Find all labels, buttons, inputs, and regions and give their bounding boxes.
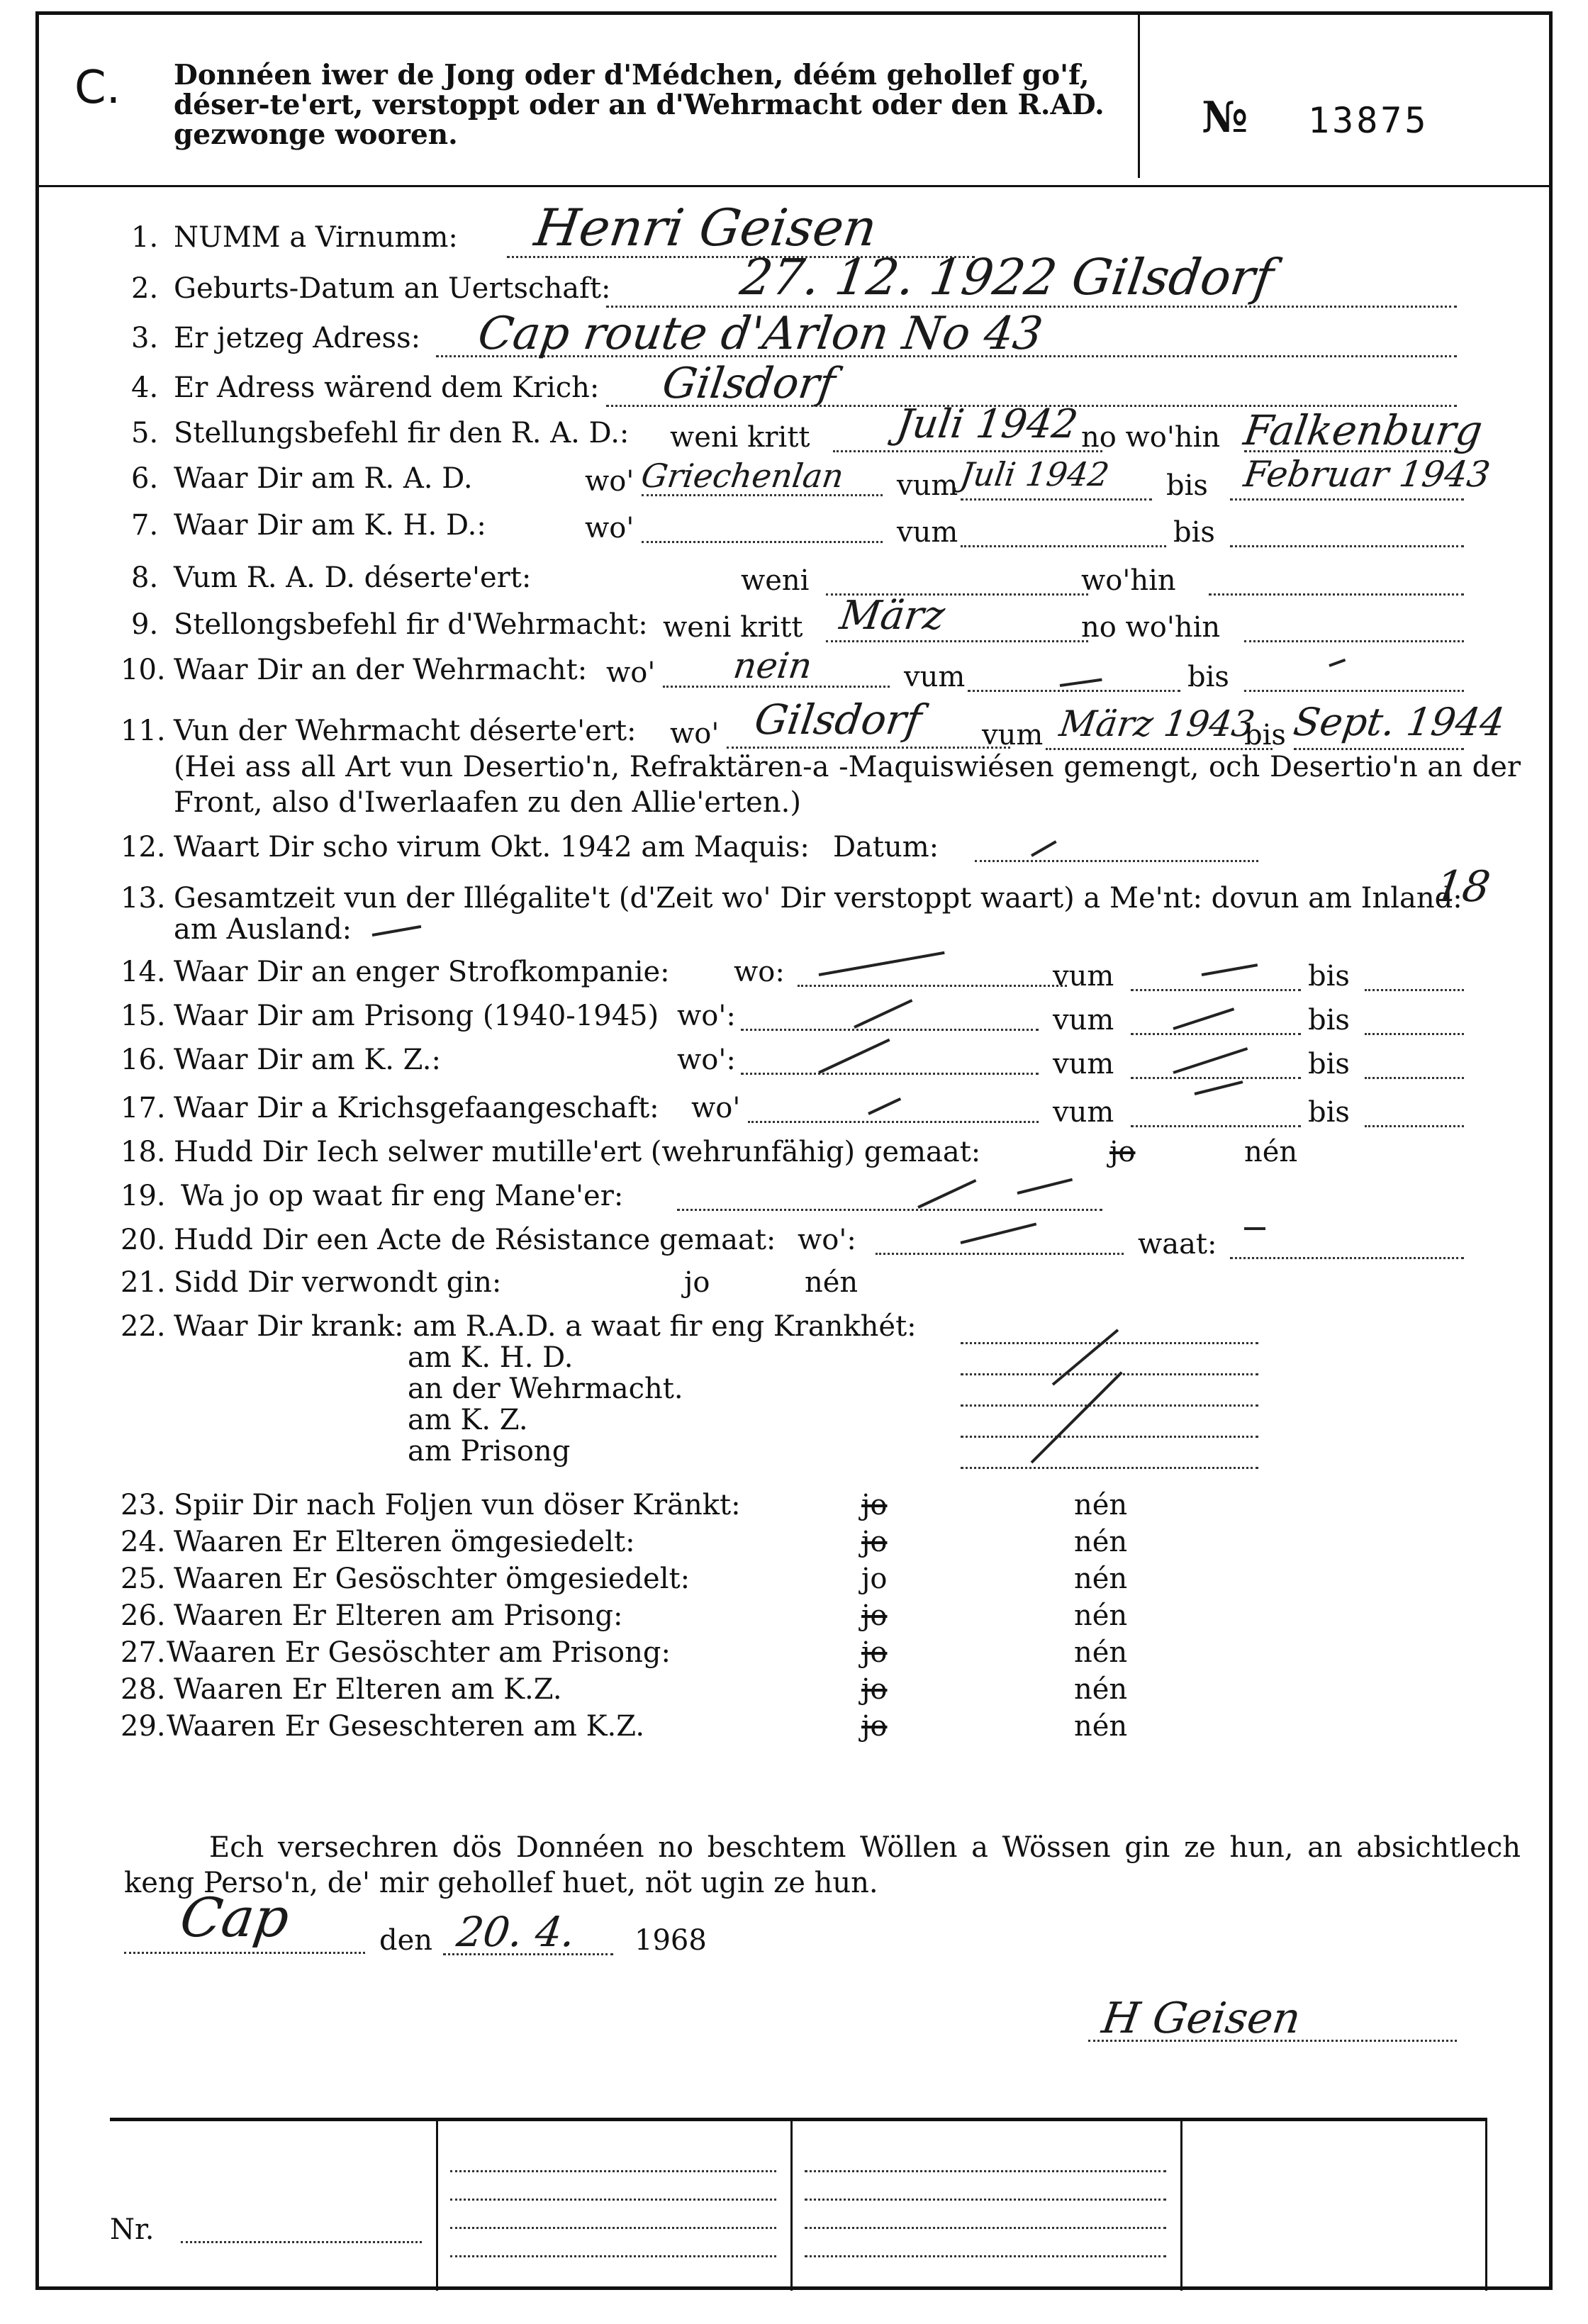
q16-wo-label: wo':: [677, 1044, 736, 1076]
q6-wo-value[interactable]: Griechenlan: [639, 457, 846, 495]
q26-nen[interactable]: nén: [1074, 1599, 1128, 1632]
q16-vum-label: vum: [1053, 1048, 1114, 1080]
q29-label: Waaren Er Geseschteren am K.Z.: [167, 1710, 645, 1743]
q14-wo-label: wo:: [734, 956, 785, 988]
q11-bis-label: bis: [1244, 719, 1286, 752]
q28-label: Waaren Er Elteren am K.Z.: [174, 1673, 562, 1706]
q10-bis-label: bis: [1187, 661, 1229, 693]
form-page: [35, 11, 1553, 2290]
q6-vum-line: [961, 498, 1152, 501]
q13-num: 13.: [121, 882, 166, 915]
q21-num: 21.: [121, 1266, 166, 1299]
q11-wo-label: wo': [670, 717, 720, 750]
q22-line-4: [961, 1467, 1258, 1469]
q19-label: Wa jo op waat fir eng Mane'er:: [181, 1180, 624, 1212]
q15-wo-label: wo':: [677, 1000, 736, 1032]
section-letter: C.: [74, 62, 121, 114]
q29-num: 29.: [121, 1710, 166, 1743]
q21-label: Sidd Dir verwondt gin:: [174, 1266, 502, 1299]
q11-wo-line: [727, 747, 1010, 749]
q24-label: Waaren Er Elteren ömgesiedelt:: [174, 1526, 635, 1558]
q15-bis-label: bis: [1308, 1004, 1350, 1037]
q19-dash-1: [917, 1179, 976, 1209]
footer-col-2: [790, 2118, 793, 2291]
q14-vum-dash: [1202, 963, 1258, 976]
q7-label: Waar Dir am K. H. D.:: [174, 509, 486, 542]
q25-num: 25.: [121, 1563, 166, 1595]
q9-label: Stellongsbefehl fir d'Wehrmacht:: [174, 608, 648, 641]
q5-label: Stellungsbefehl fir den R. A. D.:: [174, 417, 630, 449]
nr-label: Nr.: [110, 2213, 155, 2246]
q15-vum-label: vum: [1053, 1004, 1114, 1037]
q17-num: 17.: [121, 1092, 166, 1124]
q9-num: 9.: [131, 608, 159, 641]
q20-wo-dash: [961, 1222, 1037, 1244]
q17-vum-label: vum: [1053, 1096, 1114, 1129]
q16-wo-dash: [818, 1039, 890, 1074]
q14-num: 14.: [121, 956, 166, 988]
number-sign: №: [1202, 93, 1248, 143]
footer-line-7: [805, 2227, 1166, 2229]
q9-weni-label: weni kritt: [663, 611, 803, 644]
q8-wohin-label: wo'hin: [1081, 564, 1176, 597]
q23-nen[interactable]: nén: [1074, 1489, 1128, 1521]
q21-nen[interactable]: nén: [805, 1266, 859, 1299]
footer-line-1: [450, 2170, 776, 2172]
header-rule: [39, 185, 1549, 187]
q20-waat-dash: [1244, 1227, 1265, 1230]
q7-bis-label: bis: [1173, 516, 1215, 549]
q13-inland-value[interactable]: 18: [1432, 862, 1494, 912]
q7-wo-label: wo': [585, 512, 634, 544]
q28-num: 28.: [121, 1673, 166, 1706]
q27-num: 27.: [121, 1636, 166, 1669]
q28-nen[interactable]: nén: [1074, 1673, 1128, 1706]
q7-vum-line: [961, 545, 1166, 547]
q29-nen[interactable]: nén: [1074, 1710, 1128, 1743]
q4-label: Er Adress wärend dem Krich:: [174, 371, 600, 404]
q11-note: (Hei ass all Art vun Desertio'n, Refraktären-a -Maquiswiésen gemengt, och Desertio'n an der Front, also d'Iwerlaafen zu den Allie'erten.): [174, 751, 1521, 819]
nr-line: [181, 2241, 422, 2243]
q10-wo-value[interactable]: nein: [730, 645, 815, 686]
footer-col-3: [1180, 2118, 1182, 2291]
q1-value[interactable]: Henri Geisen: [531, 198, 881, 257]
q21-jo[interactable]: jo: [684, 1266, 710, 1299]
q17-wo-label: wo': [691, 1092, 741, 1124]
q3-value[interactable]: Cap route d'Arlon No 43: [474, 308, 1046, 360]
q15-vum-line: [1131, 1033, 1301, 1035]
q11-vum-label: vum: [982, 719, 1044, 752]
q5-weni-line: [833, 450, 1102, 452]
q8-num: 8.: [131, 562, 159, 594]
q6-bis-label: bis: [1166, 469, 1208, 502]
q27-nen[interactable]: nén: [1074, 1636, 1128, 1669]
q5-weni-value[interactable]: Juli 1942: [893, 401, 1081, 447]
q12-datum-line: [975, 860, 1258, 862]
q10-num: 10.: [121, 654, 166, 686]
q20-label: Hudd Dir een Acte de Résistance gemaat:: [174, 1224, 776, 1256]
q18-num: 18.: [121, 1136, 166, 1168]
footer-line-6: [805, 2199, 1166, 2201]
footer-col-4: [1485, 2118, 1487, 2291]
q6-wo-label: wo': [585, 465, 634, 498]
q7-wo-line: [642, 541, 883, 543]
q12-num: 12.: [121, 831, 166, 864]
q25-nen[interactable]: nén: [1074, 1563, 1128, 1595]
q15-label: Waar Dir am Prisong (1940-1945): [174, 1000, 659, 1032]
header-divider: [1138, 15, 1140, 178]
q14-wo-dash: [819, 951, 945, 976]
q24-num: 24.: [121, 1526, 166, 1558]
q22-line-0: [961, 1342, 1258, 1344]
q26-num: 26.: [121, 1599, 166, 1632]
q23-label: Spiir Dir nach Foljen vun döser Kränkt:: [174, 1489, 741, 1521]
q22-slash-1: [1052, 1329, 1119, 1385]
place-value[interactable]: Cap: [176, 1886, 293, 1949]
q15-wo-line: [741, 1029, 1039, 1031]
q6-label: Waar Dir am R. A. D.: [174, 462, 473, 495]
footer-line-8: [805, 2255, 1166, 2257]
den-label: den: [379, 1924, 433, 1957]
q17-bis-line: [1365, 1125, 1464, 1127]
q14-label: Waar Dir an enger Strofkompanie:: [174, 956, 670, 988]
q13-ausland-dash: [372, 925, 422, 937]
q15-vum-dash: [1173, 1007, 1234, 1030]
q28-jo[interactable]: jo: [861, 1673, 888, 1706]
q22-line-2: [961, 1404, 1258, 1407]
q6-bis-line: [1230, 498, 1464, 501]
q11-wo-value[interactable]: Gilsdorf: [751, 695, 925, 744]
q2-label: Geburts-Datum an Uertschaft:: [174, 272, 611, 305]
q12-datum-label: Datum:: [833, 831, 939, 864]
q1-label: NUMM a Virnumm:: [174, 221, 458, 254]
q14-bis-line: [1365, 989, 1464, 991]
q10-bis-dash: [1329, 659, 1346, 667]
q11-vum-value[interactable]: März 1943: [1056, 703, 1258, 744]
q20-waat-label: waat:: [1138, 1228, 1217, 1261]
footer-line-3: [450, 2227, 776, 2229]
q27-label: Waaren Er Gesöschter am Prisong:: [167, 1636, 671, 1669]
date-value[interactable]: 20. 4.: [454, 1908, 578, 1956]
q5-weni-label: weni kritt: [670, 421, 810, 454]
q17-vum-dash: [1195, 1080, 1243, 1095]
footer-line-4: [450, 2255, 776, 2257]
q9-weni-value[interactable]: März: [837, 593, 948, 639]
q16-bis-line: [1365, 1077, 1464, 1079]
q29-jo[interactable]: jo: [861, 1710, 888, 1743]
q2-value[interactable]: 27. 12. 1922 Gilsdorf: [737, 248, 1277, 306]
q22-label: Waar Dir krank: am R.A.D. a waat fir eng Krankhét:: [174, 1310, 917, 1343]
q17-vum-line: [1131, 1125, 1301, 1127]
q18-jo[interactable]: jo: [1109, 1136, 1136, 1168]
q13-ausland-label: am Ausland:: [174, 913, 352, 946]
q18-nen[interactable]: nén: [1244, 1136, 1298, 1168]
q20-wo-line: [876, 1253, 1124, 1255]
q24-jo[interactable]: jo: [861, 1526, 888, 1558]
q27-jo[interactable]: jo: [861, 1636, 888, 1669]
q11-label: Vun der Wehrmacht déserte'ert:: [174, 715, 637, 747]
footer-line-5: [805, 2170, 1166, 2172]
q16-bis-label: bis: [1308, 1048, 1350, 1080]
q11-bis-value[interactable]: Sept. 1944: [1290, 700, 1508, 744]
q23-num: 23.: [121, 1489, 166, 1521]
q10-bis-line: [1244, 690, 1464, 692]
q6-num: 6.: [131, 462, 159, 495]
place-line: [124, 1952, 365, 1954]
q7-bis-line: [1230, 545, 1464, 547]
q22-sub-wehrmacht: an der Wehrmacht.: [408, 1373, 683, 1405]
q7-num: 7.: [131, 509, 159, 542]
q6-bis-value[interactable]: Februar 1943: [1241, 454, 1493, 495]
q17-label: Waar Dir a Krichsgefaangeschaft:: [174, 1092, 659, 1124]
footer-line-2: [450, 2199, 776, 2201]
q3-label: Er jetzeg Adress:: [174, 322, 421, 354]
q3-num: 3.: [131, 322, 159, 354]
q17-wo-dash: [868, 1097, 901, 1115]
q15-wo-dash: [854, 999, 912, 1029]
q19-dash-2: [1017, 1178, 1073, 1195]
q8-weni-label: weni: [741, 564, 810, 597]
q25-jo[interactable]: jo: [861, 1563, 888, 1595]
q22-num: 22.: [121, 1310, 166, 1343]
q12-label: Waart Dir scho virum Okt. 1942 am Maquis:: [174, 831, 810, 864]
q15-bis-line: [1365, 1033, 1464, 1035]
q14-vum-label: vum: [1053, 960, 1114, 993]
form-title: Donnéen iwer de Jong oder d'Médchen, déém gehollef go'f, déser-te'ert, verstoppt oder an d'Wehrmacht oder den R.AD. gezwonge wooren.: [174, 59, 1105, 151]
q10-vum-line: [968, 690, 1180, 692]
q20-num: 20.: [121, 1224, 166, 1256]
footer-rule-top: [110, 2118, 1485, 2121]
q9-weni-line: [826, 640, 1088, 642]
q16-num: 16.: [121, 1044, 166, 1076]
q23-jo[interactable]: jo: [861, 1489, 888, 1521]
form-number: 13875: [1308, 100, 1429, 141]
q22-sub-khd: am K. H. D.: [408, 1341, 574, 1374]
q10-vum-dash: [1060, 678, 1102, 687]
q20-wo-label: wo':: [798, 1224, 856, 1256]
q6-vum-value[interactable]: Juli 1942: [958, 455, 1112, 493]
q5-num: 5.: [131, 417, 159, 449]
q19-line: [677, 1209, 1102, 1211]
q14-wo-line: [798, 985, 1067, 987]
q17-wo-line: [748, 1121, 1039, 1123]
q10-vum-label: vum: [904, 661, 966, 693]
declaration-text: Ech versechren dös Donnéen no beschtem Wöllen a Wössen gin ze hun, an absichtlech keng Perso'n, de' mir gehollef huet, nöt ugin ze hun.: [124, 1831, 1521, 1899]
q2-num: 2.: [131, 272, 159, 305]
q22-line-1: [961, 1373, 1258, 1375]
footer-col-1: [436, 2118, 438, 2291]
q14-bis-label: bis: [1308, 960, 1350, 993]
q4-value[interactable]: Gilsdorf: [659, 359, 839, 408]
q4-num: 4.: [131, 371, 159, 404]
q26-label: Waaren Er Elteren am Prisong:: [174, 1599, 623, 1632]
q9-nowohin-line: [1244, 640, 1464, 642]
q11-num: 11.: [121, 715, 166, 747]
year-label: 1968: [634, 1924, 707, 1957]
q14-vum-line: [1131, 989, 1301, 991]
q16-vum-line: [1131, 1077, 1301, 1079]
q17-bis-label: bis: [1308, 1096, 1350, 1129]
q10-wo-label: wo': [606, 657, 656, 689]
signature[interactable]: H Geisen: [1099, 1994, 1304, 2043]
q8-label: Vum R. A. D. déserte'ert:: [174, 562, 532, 594]
q12-datum-dash: [1031, 840, 1057, 856]
q18-label: Hudd Dir Iech selwer mutille'ert (wehrunfähig) gemaat:: [174, 1136, 981, 1168]
q22-sub-prisong: am Prisong: [408, 1435, 571, 1468]
q6-vum-label: vum: [897, 469, 958, 502]
q19-num: 19.: [121, 1180, 166, 1212]
q5-nowohin-value[interactable]: Falkenburg: [1241, 406, 1486, 454]
q22-line-3: [961, 1436, 1258, 1438]
q15-num: 15.: [121, 1000, 166, 1032]
q24-nen[interactable]: nén: [1074, 1526, 1128, 1558]
q13-label: Gesamtzeit vun der Illégalite't (d'Zeit wo' Dir verstoppt waart) a Me'nt: dovun am Inland:: [174, 882, 1463, 915]
q8-wohin-line: [1209, 593, 1464, 596]
q22-slash-2: [1031, 1371, 1123, 1463]
q16-vum-dash: [1173, 1047, 1248, 1074]
q22-sub-kz: am K. Z.: [408, 1404, 528, 1436]
q7-vum-label: vum: [897, 516, 958, 549]
q10-label: Waar Dir an der Wehrmacht:: [174, 654, 588, 686]
footer-rule-bottom: [110, 2288, 1485, 2290]
q25-label: Waaren Er Gesöschter ömgesiedelt:: [174, 1563, 690, 1595]
q16-label: Waar Dir am K. Z.:: [174, 1044, 441, 1076]
q9-nowohin-label: no wo'hin: [1081, 611, 1221, 644]
q26-jo[interactable]: jo: [861, 1599, 888, 1632]
q20-waat-line: [1230, 1257, 1464, 1259]
q1-num: 1.: [131, 221, 159, 254]
q16-wo-line: [741, 1073, 1039, 1075]
q5-nowohin-label: no wo'hin: [1081, 421, 1221, 454]
